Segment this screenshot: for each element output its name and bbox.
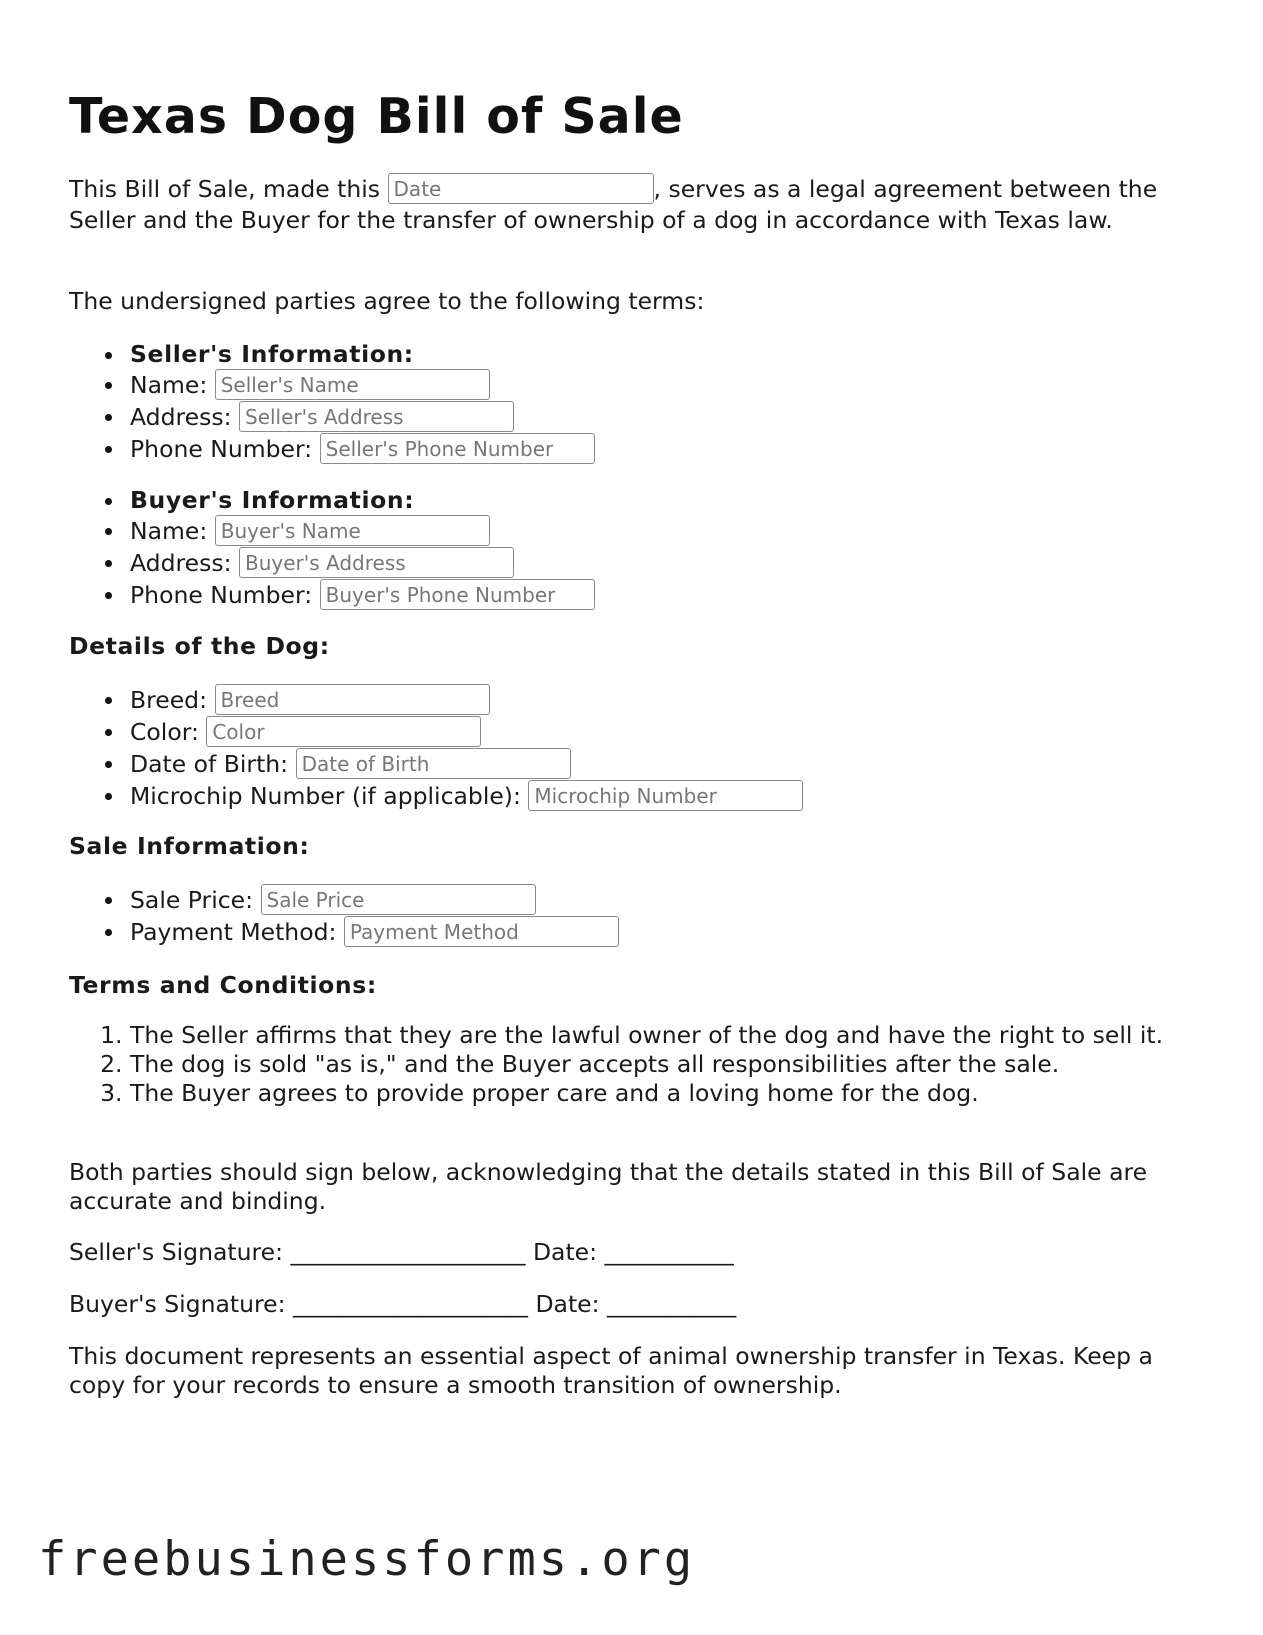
seller-info-list	[69, 339, 595, 465]
seller-name-label: Name:	[130, 371, 208, 399]
dog-breed-label: Breed:	[130, 686, 208, 714]
seller-phone-input[interactable]	[320, 433, 595, 464]
buyer-name-input[interactable]	[215, 515, 490, 546]
intro-text-after: , serves as a legal agreement between the Seller and the Buyer for the transfer of ownership of a dog in accordance with Texas law.	[69, 175, 1158, 234]
terms-heading: Terms and Conditions:	[69, 971, 377, 999]
seller-info-heading: Seller's Information:	[130, 339, 595, 369]
term-item: 1. The Seller affirms that they are the lawful owner of the dog and have the right to sell it.	[130, 1021, 1194, 1050]
dog-dob-input[interactable]	[296, 748, 571, 779]
seller-phone-item	[130, 433, 595, 465]
sale-info-heading: Sale Information:	[69, 832, 310, 860]
sale-price-item	[130, 884, 619, 916]
dog-microchip-label: Microchip Number (if applicable):	[130, 782, 521, 810]
seller-address-input[interactable]	[239, 401, 514, 432]
seller-name-input[interactable]	[215, 369, 490, 400]
payment-method-item	[130, 916, 619, 948]
buyer-name-label: Name:	[130, 517, 208, 545]
sale-price-input[interactable]	[261, 884, 536, 915]
dog-details-heading: Details of the Dog:	[69, 632, 330, 660]
seller-name-item	[130, 369, 595, 401]
dog-microchip-item	[130, 780, 803, 812]
terms-list	[69, 1021, 1194, 1108]
sale-date-input[interactable]	[388, 173, 654, 204]
buyer-address-input[interactable]	[239, 547, 514, 578]
payment-method-input[interactable]	[344, 916, 619, 947]
buyer-phone-label: Phone Number:	[130, 581, 313, 609]
payment-method-label: Payment Method:	[130, 918, 337, 946]
intro-text-before: This Bill of Sale, made this	[69, 175, 388, 203]
buyer-phone-item	[130, 579, 595, 611]
seller-signature-line: Seller's Signature: ____________________ Date: ___________	[69, 1238, 734, 1266]
seller-address-item	[130, 401, 595, 433]
footer-watermark: freebusinessforms.org	[38, 1532, 696, 1587]
sale-info-list	[69, 884, 619, 948]
intro-paragraph	[69, 175, 1194, 235]
agree-text: The undersigned parties agree to the following terms:	[69, 287, 705, 315]
buyer-name-item	[130, 515, 595, 547]
dog-color-label: Color:	[130, 718, 199, 746]
term-item: 2. The dog is sold "as is," and the Buyer accepts all responsibilities after the sale.	[130, 1050, 1194, 1079]
dog-breed-item	[130, 684, 803, 716]
dog-color-item	[130, 716, 803, 748]
dog-dob-item	[130, 748, 803, 780]
buyer-phone-input[interactable]	[320, 579, 595, 610]
dog-color-input[interactable]	[206, 716, 481, 747]
buyer-address-label: Address:	[130, 549, 232, 577]
buyer-info-list	[69, 485, 595, 611]
dog-breed-input[interactable]	[215, 684, 490, 715]
dog-details-list	[69, 684, 803, 812]
buyer-signature-line: Buyer's Signature: ____________________ Date: ___________	[69, 1290, 737, 1318]
page-title: Texas Dog Bill of Sale	[69, 88, 684, 145]
seller-phone-label: Phone Number:	[130, 435, 313, 463]
dog-dob-label: Date of Birth:	[130, 750, 289, 778]
closing-paragraph: This document represents an essential aspect of animal ownership transfer in Texas. Keep a copy for your records to ensure a smooth transition of ownership.	[69, 1342, 1153, 1399]
buyer-info-heading: Buyer's Information:	[130, 485, 595, 515]
seller-address-label: Address:	[130, 403, 232, 431]
dog-microchip-input[interactable]	[528, 780, 803, 811]
sign-instruction: Both parties should sign below, acknowledging that the details stated in this Bill of Sale are accurate and binding.	[69, 1158, 1148, 1215]
term-item: 3. The Buyer agrees to provide proper care and a loving home for the dog.	[130, 1079, 1194, 1108]
buyer-address-item	[130, 547, 595, 579]
sale-price-label: Sale Price:	[130, 886, 254, 914]
